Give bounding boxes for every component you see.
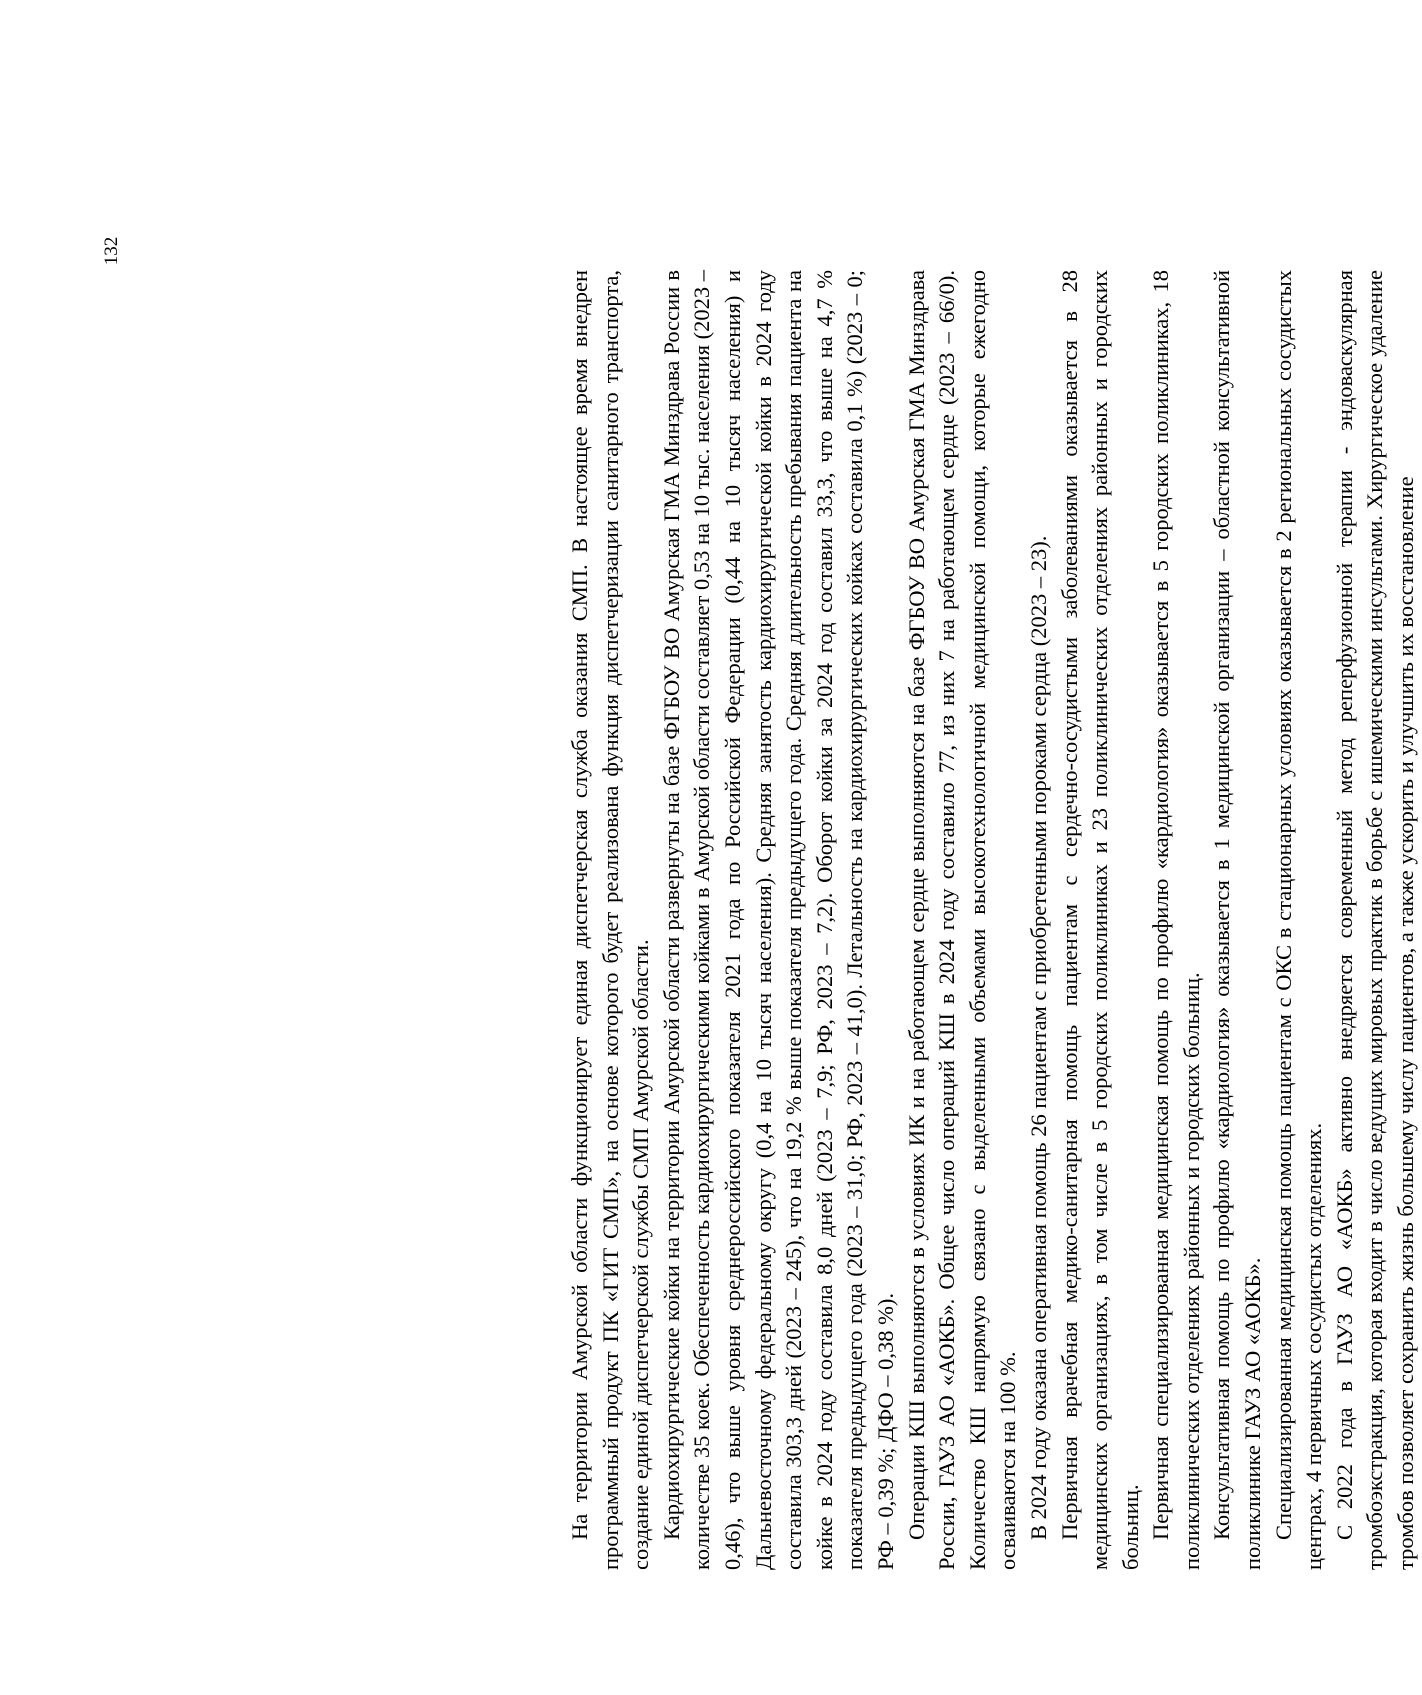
paragraph-specialized-primary-care: Первичная специализированная медицинская помощь по профилю «кардиология» оказывается в 5 городских поликлиниках, 18 поликлинических отделениях районных и городских больниц. <box>1148 270 1204 1570</box>
paragraph-cardiac-surgery-beds: Кардиохирургические койки на территории Амурской области развернуты на базе ФГБОУ ВО Амурская ГМА Минздрава России в количестве 35 коек. Обеспеченность кардиохирургическими койками в Амурской области составляет 0,53 на 10 тыс. населения (2023 – 0,46), что выше уровня среднероссийского показателя 2021 года по Российской Федерации (0,44 на 10 тысяч населения) и Дальневосточному федеральному округу (0,4 на 10 тысяч населения). Средняя занятость кардиохирургической койки в 2024 году составила 303,3 дней (2023 – 245), что на 19,2 % выше показателя предыдущего года. Средняя длительность пребывания пациента на койке в 2024 году составила 8,0 дней (2023 – 7,9; РФ, 2023 – 7,2). Оборот койки за 2024 год составил 33,3, что выше на 4,7 % показателя предыдущего года (2023 – 31,0; РФ, 2023 – 41,0). Летальность на кардиохирургических койках составила 0,1 %) (2023 – 0; РФ – 0,39 %; ДФО – 0,38 %). <box>658 270 898 1570</box>
paragraph-primary-care: Первичная врачебная медико-санитарная помощь пациентам с сердечно-сосудистыми заболеваниями оказывается в 28 медицинских организациях, в том числе в 5 городских поликлиниках и 23 поликлинических отделениях районных и городских больниц. <box>1056 270 1143 1570</box>
paragraph-valve-defects: В 2024 году оказана оперативная помощь 26 пациентам с приобретенными пороками сердца (2023 – 23). <box>1025 535 1051 1540</box>
paragraph-ems-dispatch: На территории Амурской области функционирует единая диспетчерская служба оказания СМП. В настоящее время внедрен программный продукт ПК «ГИТ СМП», на основе которого будет реализована функция диспетчеризации санитарного транспорта, создание единой диспетчерской службы СМП Амурской области. <box>567 270 654 1570</box>
paragraph-thrombectomy: С 2022 года в ГАУЗ АО «АОКБ» активно внедряется современный метод реперфузионной терапии - эндоваскулярная тромбоэкстракция, которая входит в число ведущих мировых практик в борьбе с ишемическими инсультами. Хирургическое удаление тромбов позволяет сохранить жизнь большему числу пациентов, а также ускорить и улучшить их восстановление <box>1331 270 1419 1570</box>
paragraph-consultative-care: Консультативная помощь по профилю «кардиология» оказывается в 1 медицинской организации – областной консультативной поликлинике ГАУЗ АО «АОКБ». <box>1209 270 1266 1570</box>
paragraph-cabg-operations: Операции КШ выполняются в условиях ИК и на работающем сердце выполняются на базе ФГБОУ ВО Амурская ГМА Минздрава России, ГАУЗ АО «АОКБ». Общее число операций КШ в 2024 году составило 77, из них 7 на работающем сердце (2023 – 66/0). Количество КШ напрямую связано с выделенными объемами высокотехнологичной медицинской помощи, которые ежегодно осваиваются на 100 %. <box>903 270 1021 1570</box>
paragraph-acs-care: Специализированная медицинская помощь пациентам с ОКС в стационарных условиях оказывается в 2 региональных сосудистых центрах, 4 первичных сосудистых отделениях. <box>1270 270 1327 1570</box>
page-number: 132 <box>101 236 122 266</box>
document-body <box>565 270 1422 1570</box>
